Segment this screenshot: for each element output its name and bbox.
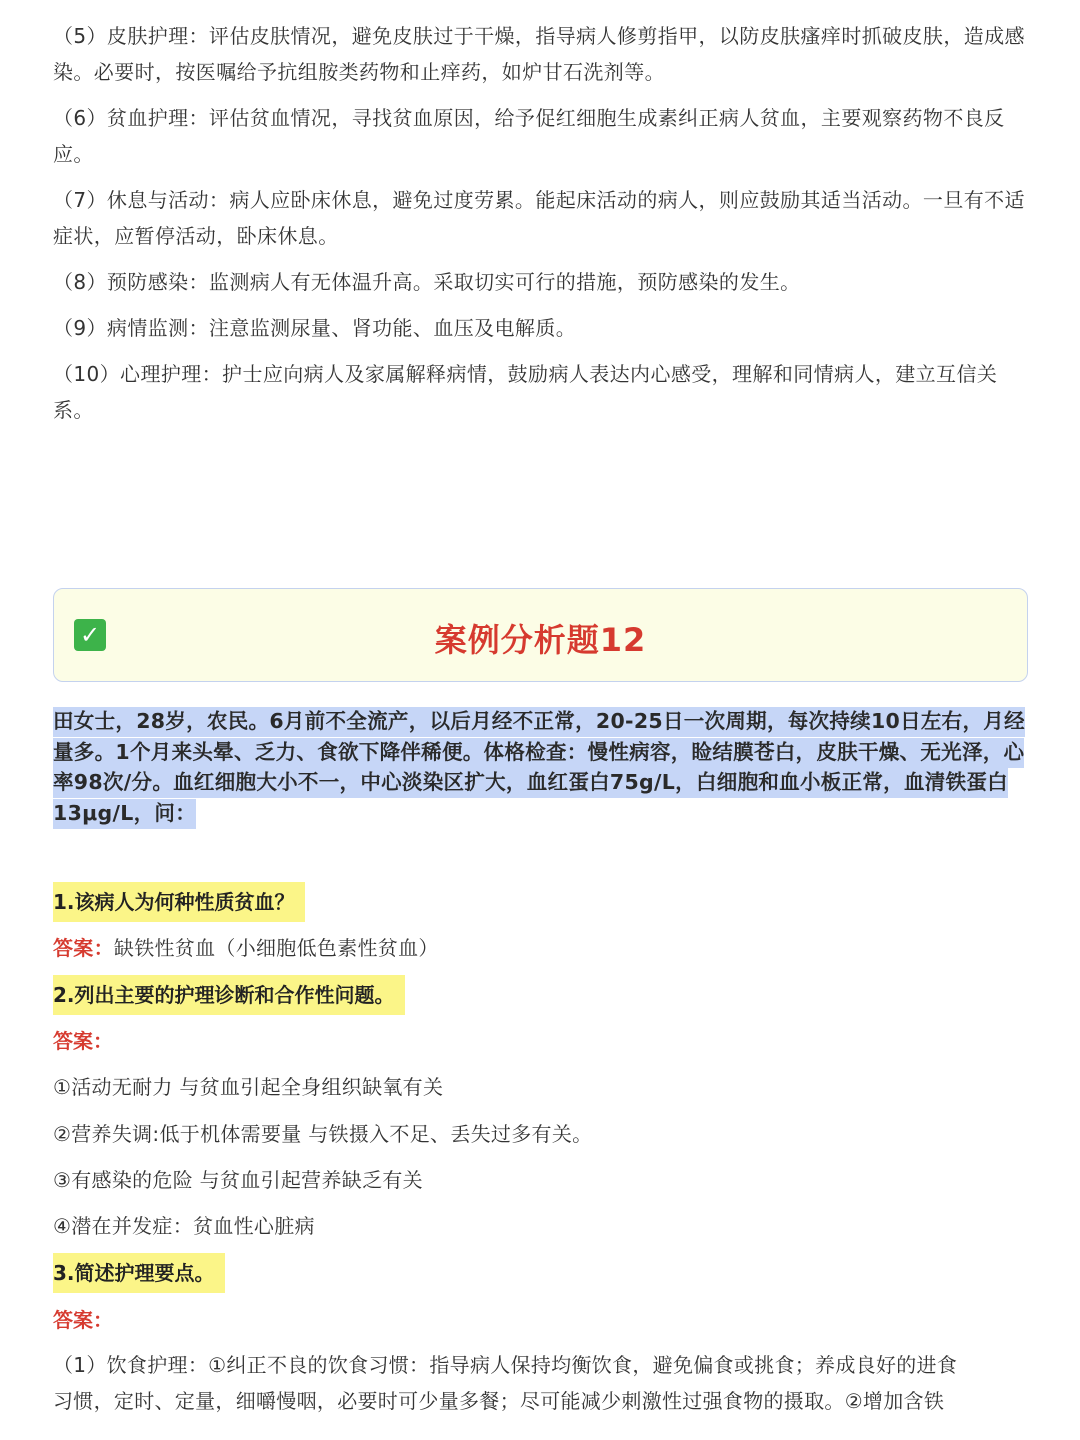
measure-item-7: （7）休息与活动：病人应卧床休息，避免过度劳累。能起床活动的病人，则应鼓励其适当活动。一旦有不适症状，应暂停活动，卧床休息。 xyxy=(53,188,1025,248)
measure-item-6: （6）贫血护理：评估贫血情况，寻找贫血原因，给予促红细胞生成素纠正病人贫血，主要观察药物不良反应。 xyxy=(53,106,1005,166)
measure-item-9: （9）病情监测：注意监测尿量、肾功能、血压及电解质。 xyxy=(53,316,577,340)
answer-2-item-1: ①活动无耐力 与贫血引起全身组织缺氧有关 xyxy=(53,1075,444,1099)
question-1: 1.该病人为何种性质贫血？ xyxy=(53,882,305,922)
case-title: 案例分析题12 xyxy=(434,621,647,659)
answer-2-item-2: ②营养失调:低于机体需要量 与铁摄入不足、丢失过多有关。 xyxy=(53,1122,593,1146)
question-2: 2.列出主要的护理诊断和合作性问题。 xyxy=(53,975,405,1015)
question-3: 3.简述护理要点。 xyxy=(53,1253,225,1293)
measure-item-5: （5）皮肤护理：评估皮肤情况，避免皮肤过于干燥，指导病人修剪指甲，以防皮肤瘙痒时抓破皮肤，造成感染。必要时，按医嘱给予抗组胺类药物和止痒药，如炉甘石洗剂等。 xyxy=(53,24,1025,84)
check-mark-icon: ✓ xyxy=(74,619,106,651)
measure-item-8: （8）预防感染：监测病人有无体温升高。采取切实可行的措施，预防感染的发生。 xyxy=(53,270,801,294)
answer-2-item-4: ④潜在并发症：贫血性心脏病 xyxy=(53,1214,315,1238)
case-text-highlighted: 田女士，28岁，农民。6月前不全流产，以后月经不正常，20-25日一次周期，每次持续10日左右，月经量多。1个月来头晕、乏力、食欲下降伴稀便。体格检查：慢性病容，睑结膜苍白，皮肤干燥、无光泽，心率98次/分。血红细胞大小不一，中心淡染区扩大，血红蛋白75g/L，白细胞和血小板正常，血清铁蛋白13μg/L，问： xyxy=(53,707,1025,829)
answer-3-text-line-1: （1）饮食护理：①纠正不良的饮食习惯：指导病人保持均衡饮食，避免偏食或挑食；养成良好的进食 xyxy=(53,1353,958,1377)
answer-2-label: 答案： xyxy=(53,1029,113,1053)
measure-item-10: （10）心理护理：护士应向病人及家属解释病情，鼓励病人表达内心感受，理解和同情病人，建立互信关系。 xyxy=(53,362,998,422)
answer-3-label: 答案： xyxy=(53,1308,113,1332)
answer-1-text: 缺铁性贫血（小细胞低色素性贫血） xyxy=(113,936,439,960)
case-description xyxy=(53,706,1028,828)
answer-1-row xyxy=(53,930,439,966)
answer-1-label: 答案： xyxy=(53,936,114,960)
answer-3-text-line-2: 习惯，定时、定量，细嚼慢咽，必要时可少量多餐；尽可能减少刺激性过强食物的摄取。②增加含铁 xyxy=(53,1389,945,1413)
answer-2-item-3: ③有感染的危险 与贫血引起营养缺乏有关 xyxy=(53,1168,423,1192)
nursing-measures-list xyxy=(53,18,1028,438)
case-title-card xyxy=(53,588,1028,682)
